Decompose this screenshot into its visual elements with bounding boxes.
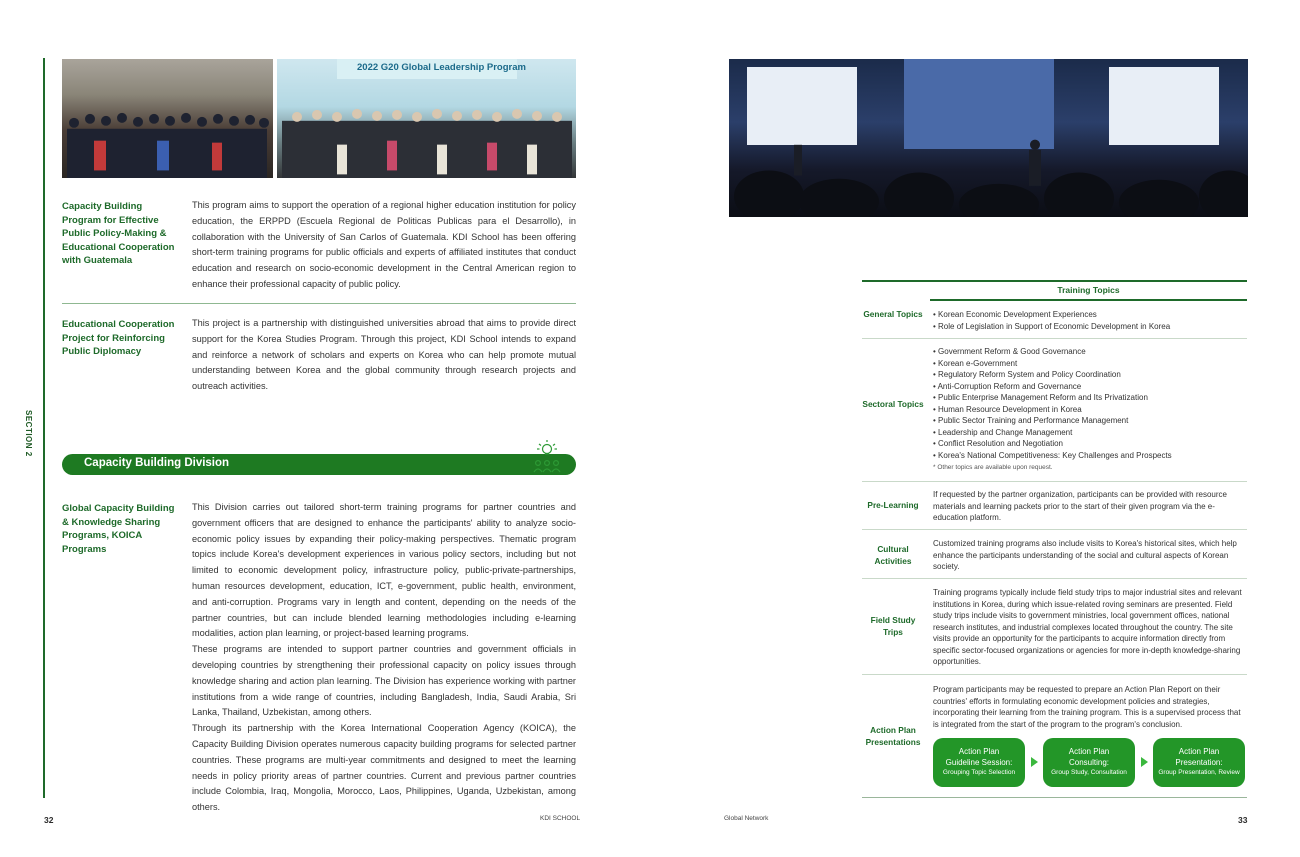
row-label-field-study-trips: Field Study Trips [870,615,916,637]
section-label: SECTION 2 [24,410,33,457]
lightbulb-people-icon [532,438,562,474]
row-divider [862,578,1247,579]
row-content-field-study-trips: Training programs typically include field study trips to major industrial sites and relevant institutions in Korea, during which issue-related roving seminars are presented. Field study trips include visits to government ministries, local government offices, national research institutes, and industrial complexes located throughout the country. The site visits provide an opportunity for the participants to acquire information directly from specific sector-focused organizations or agencies for more in-depth knowledge-sharing opportunities. [933,588,1242,666]
row-label-cultural-activities: Cultural Activities [874,544,912,566]
table-header: Training Topics [1057,285,1120,295]
division-subtitle: Global Capacity Building & Knowledge Sharing Programs, KOICA Programs [62,503,175,555]
row-divider [862,529,1247,530]
list-item: • Public Enterprise Management Reform and Its Privatization [933,392,1246,404]
row-divider [862,338,1247,339]
table-bottom-rule [862,797,1247,798]
table-top-rule [862,280,1247,282]
program-banner-text: 2022 G20 Global Leadership Program [357,62,526,73]
topics-footnote: * Other topics are available upon request. [933,464,1053,471]
program-body-public-diplomacy: This project is a partnership with distinguished universities abroad that aims to provide direct support for the Korea Studies Program. Through this project, KDI School intends to expand and reinforce a network of scholars and experts on Korea who can help promote mutual understanding between Korea and the global community through research projects and outreach activities. [192,318,576,392]
row-content-sectoral-topics [933,346,1246,474]
row-content-action-plan: Program participants may be requested to prepare an Action Plan Report on their countries' efforts in formulating economic development policies and strategies, incorporating their learning from the training program. This is a supervised process that is integrated from the start of the program to the program's conclusion. [933,685,1241,729]
list-item: • Anti-Corruption Reform and Governance [933,381,1246,393]
row-label-sectoral-topics: Sectoral Topics [862,399,924,409]
list-item: • Regulatory Reform System and Policy Coordination [933,369,1246,381]
action-plan-step-guideline [933,738,1025,787]
action-plan-step-presentation [1153,738,1245,787]
division-paragraph: This Division carries out tailored short-term training programs for partner countries and government officers that are designed to enhance the participants' ability to analyze socio-economic policy issues by expanding their policy-making perspectives. Thematic program topics include Korea's development experiences in various policy sectors, including but not limited to economic development policy, infrastructure policy, public-private-partnerships, human resources development, education, ICT, e-government, public health, environment, and anti-corruption. Programs vary in length and content, depending on the needs of the partner countries, but can include blended learning methodologies including e-learning modalities, action plan learning, or project-based learning programs. [192,502,576,639]
arrow-right-icon [1141,757,1148,767]
row-label-action-plan: Action Plan Presentations [865,725,921,747]
page-margin-rule [43,58,45,798]
division-title-bar [62,454,576,475]
list-item: • Public Sector Training and Performance Management [933,415,1246,427]
program-title-public-diplomacy: Educational Cooperation Project for Reinforcing Public Diplomacy [62,319,175,357]
division-paragraph: Through its partnership with the Korea International Cooperation Agency (KOICA), the Capacity Building Division operates numerous capacity building programs for selected partner countries. These programs are multi-year commitments and designed to meet the learning needs in policy priority areas of partner countries. Current and previous partner countries include Colombia, Iraq, Mongolia, Morocco, Laos, Philippines, Uganda, Uzbekistan, among others. [192,723,576,813]
arrow-right-icon [1031,757,1038,767]
row-label-general-topics: General Topics [863,309,923,319]
page-number-left: 32 [44,815,54,825]
footer-left-text: KDI SCHOOL [540,815,581,822]
row-content-pre-learning: If requested by the partner organization, participants can be provided with resource materials and learning packets prior to the start of their given program via the e-education platform. [933,490,1227,522]
step-line: Guideline Session: [945,758,1013,767]
division-paragraph: These programs are intended to support partner countries and government officials in developing countries by strengthening their professional capacity on policy issues through knowledge sharing and action plan learning. The Division has experience working with partner institutions from a wide range of countries, including Bangladesh, India, Saudi Arabia, Sri Lanka, Thailand, Uzbekistan, among others. [192,644,576,718]
row-divider [862,481,1247,482]
row-divider [862,674,1247,675]
table-header-rule [930,299,1247,301]
section-divider [62,303,576,304]
people-silhouettes [62,101,273,178]
row-content-general-topics [933,309,1246,332]
action-plan-step-consulting [1043,738,1135,787]
program-body-guatemala: This program aims to support the operation of a regional higher education institution for policy education, the ERPPD (Escuela Regional de Politicas Publicas para el Desarrollo), in collaboration with the University of San Carlos of Guatemala. KDI School has been offering short-term training programs for public officials and experts of affiliated institutes that conduct education and research on socio-economic development in the Central American region to enhance their professional capacity of public policy. [192,200,576,289]
list-item: • Korean Economic Development Experiences [933,309,1246,321]
list-item: • Conflict Resolution and Negotiation [933,438,1246,450]
list-item: • Korea's National Competitiveness: Key Challenges and Prospects [933,450,1246,462]
step-line: Action Plan [1178,747,1220,756]
footer-right-text: Global Network [724,815,769,822]
row-label-pre-learning: Pre-Learning [867,500,919,510]
step-sub: Group Presentation, Review [1158,769,1240,776]
group-photo-g20 [277,59,576,178]
group-photo-guatemala [62,59,273,178]
step-line: Action Plan [958,747,1000,756]
list-item: • Role of Legislation in Support of Economic Development in Korea [933,321,1246,333]
division-title: Capacity Building Division [84,457,230,469]
step-sub: Group Study, Consultation [1051,769,1127,776]
list-item: • Government Reform & Good Governance [933,346,1246,358]
page-number-right: 33 [1238,815,1248,825]
step-line: Presentation: [1175,758,1223,767]
conference-photo [729,59,1248,217]
step-sub: Grouping Topic Selection [942,769,1016,776]
list-item: • Leadership and Change Management [933,427,1246,439]
row-content-cultural-activities: Customized training programs also include visits to Korea's historical sites, which help enhance the participants understanding of the social and cultural aspects of Korean society. [933,539,1237,571]
step-line: Consulting: [1068,758,1110,767]
step-line: Action Plan [1068,747,1110,756]
list-item: • Human Resource Development in Korea [933,404,1246,416]
division-body [192,500,576,816]
program-title-guatemala: Capacity Building Program for Effective Public Policy-Making & Educational Cooperation with Guatemala [62,201,175,266]
audience-silhouettes [729,114,1248,217]
people-silhouettes [277,101,576,178]
list-item: • Korean e-Government [933,358,1246,370]
